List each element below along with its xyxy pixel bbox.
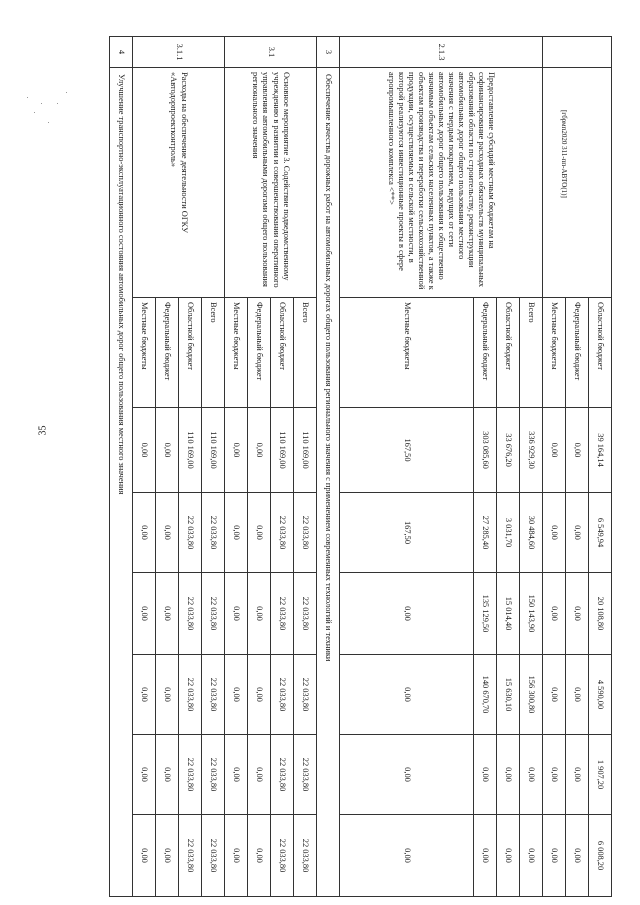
value-cell: 110 169,00 <box>294 408 317 493</box>
value-cell: 22 033,80 <box>294 655 317 735</box>
value-cell: 0,00 <box>340 735 474 815</box>
value-cell: 0,00 <box>566 655 589 735</box>
value-cell: 135 129,50 <box>474 573 497 655</box>
value-cell: 22 033,80 <box>202 573 225 655</box>
value-cell: 22 033,80 <box>271 815 294 897</box>
value-cell: 150 143,90 <box>520 573 543 655</box>
value-cell: 0,00 <box>225 493 248 573</box>
value-cell: 0,00 <box>474 735 497 815</box>
source-cell: Местные бюджеты <box>133 298 156 408</box>
value-cell: 22 033,80 <box>271 655 294 735</box>
source-cell: Федеральный бюджет <box>248 298 271 408</box>
value-cell: 0,00 <box>248 573 271 655</box>
value-cell: 0,00 <box>225 735 248 815</box>
value-cell: 27 285,40 <box>474 493 497 573</box>
value-cell: 15 630,10 <box>497 655 520 735</box>
page-number: 35 <box>37 425 49 436</box>
source-cell: Местные бюджеты <box>543 298 566 408</box>
value-cell: 0,00 <box>133 735 156 815</box>
source-cell: Областной бюджет <box>589 298 612 408</box>
source-cell: Всего <box>202 298 225 408</box>
value-cell: 0,00 <box>225 408 248 493</box>
value-cell: 0,00 <box>566 493 589 573</box>
table-row <box>202 37 225 897</box>
value-cell: 0,00 <box>248 408 271 493</box>
value-cell: 0,00 <box>340 573 474 655</box>
value-cell: 22 033,80 <box>202 655 225 735</box>
section-title: Улучшение транспортно-эксплуатационного состояния автомобильных дорог общего пользования местного значения <box>110 68 133 897</box>
value-cell: 0,00 <box>566 573 589 655</box>
budget-table <box>109 36 612 897</box>
value-cell: 22 033,80 <box>294 573 317 655</box>
value-cell: 30 484,60 <box>520 493 543 573</box>
value-cell: 15 014,40 <box>497 573 520 655</box>
value-cell: 0,00 <box>225 655 248 735</box>
value-cell: 0,00 <box>543 815 566 897</box>
value-cell: 1 907,20 <box>589 735 612 815</box>
value-cell: 22 033,80 <box>271 573 294 655</box>
value-cell: 0,00 <box>248 655 271 735</box>
row-code: 3.1.1 <box>133 37 225 68</box>
value-cell: 0,00 <box>248 493 271 573</box>
value-cell: 0,00 <box>133 573 156 655</box>
value-cell: 0,00 <box>474 815 497 897</box>
row-name: Предоставление субсидий местным бюджетам на софинансирование расходных обязательств муниципальных образований области по строительству, реконструкции автомобильных дорог общего пользования местного значения с твердым покрытием, ведущих от сети автомобильных дорог общего пользования к общественно значимым объектам сельских населенных пунктов, а также к объектам производства и переработки сельскохозяйственной продукции, осуществляемых в сельской местности, в которой реализуются инвестиционные проекты в сфере агропромышленного комплекса <**> <box>340 68 543 298</box>
value-cell: 6 008,20 <box>589 815 612 897</box>
value-cell: 0,00 <box>340 655 474 735</box>
value-cell: 4 590,00 <box>589 655 612 735</box>
source-cell: Областной бюджет <box>497 298 520 408</box>
value-cell: 0,00 <box>340 815 474 897</box>
value-cell: 3 031,70 <box>497 493 520 573</box>
value-cell: 22 033,80 <box>294 493 317 573</box>
source-cell: Областной бюджет <box>179 298 202 408</box>
row-name: Расходы на обеспечение деятельности ОГКУ «Автодорпроектконтроль» <box>133 68 225 298</box>
row-name: Основное мероприятие 3. Содействие подведомственному учреждению в развитии и совершенствовании оперативного управления автомобильными дорогами общего пользования регионального значения <box>225 68 317 298</box>
value-cell: 39 164,14 <box>589 408 612 493</box>
value-cell: 0,00 <box>520 815 543 897</box>
source-cell: Всего <box>294 298 317 408</box>
row-code: 2.1.3 <box>340 37 543 68</box>
value-cell: 0,00 <box>248 735 271 815</box>
value-cell: 22 033,80 <box>202 493 225 573</box>
value-cell: 0,00 <box>156 655 179 735</box>
value-cell: 156 300,80 <box>520 655 543 735</box>
value-cell: 167,50 <box>340 493 474 573</box>
source-cell: Федеральный бюджет <box>156 298 179 408</box>
value-cell: 22 033,80 <box>179 573 202 655</box>
value-cell: 22 033,80 <box>179 815 202 897</box>
value-cell: 110 169,00 <box>179 408 202 493</box>
table-row <box>589 37 612 897</box>
source-cell: Федеральный бюджет <box>474 298 497 408</box>
section-code: 3 <box>317 37 340 68</box>
value-cell: 0,00 <box>543 573 566 655</box>
value-cell: 0,00 <box>566 815 589 897</box>
value-cell: 0,00 <box>156 735 179 815</box>
value-cell: 0,00 <box>156 573 179 655</box>
section-row <box>317 37 340 897</box>
rotated-table-sheet <box>87 36 612 896</box>
row-name <box>543 68 612 298</box>
value-cell: 0,00 <box>566 408 589 493</box>
value-cell: 0,00 <box>543 493 566 573</box>
table-row <box>520 37 543 897</box>
value-cell: 0,00 <box>133 815 156 897</box>
value-cell: 22 033,80 <box>294 735 317 815</box>
value-cell: 33 676,20 <box>497 408 520 493</box>
value-cell: 22 033,80 <box>179 493 202 573</box>
table-row <box>294 37 317 897</box>
value-cell: 22 033,80 <box>271 493 294 573</box>
value-cell: 22 033,80 <box>202 815 225 897</box>
value-cell: 6 549,94 <box>589 493 612 573</box>
source-cell: Федеральный бюджет <box>566 298 589 408</box>
row-code <box>543 37 612 68</box>
section-code: 4 <box>110 37 133 68</box>
value-cell: 22 033,80 <box>179 655 202 735</box>
value-cell: 0,00 <box>225 573 248 655</box>
value-cell: 0,00 <box>566 735 589 815</box>
value-cell: 0,00 <box>156 493 179 573</box>
value-cell: 0,00 <box>543 408 566 493</box>
source-cell: Местные бюджеты <box>225 298 248 408</box>
value-cell: 0,00 <box>133 408 156 493</box>
source-cell: Всего <box>520 298 543 408</box>
row-code: 3.1 <box>225 37 317 68</box>
value-cell: 0,00 <box>156 408 179 493</box>
value-cell: 22 033,80 <box>179 735 202 815</box>
value-cell: 0,00 <box>248 815 271 897</box>
section-title: Обеспечение качества дорожных работ на автомобильных дорогах общего пользования регионального значения с применением современных технологий и техники <box>317 68 340 897</box>
value-cell: 0,00 <box>156 815 179 897</box>
value-cell: 110 169,00 <box>271 408 294 493</box>
value-cell: 0,00 <box>133 655 156 735</box>
value-cell: 336 929,30 <box>520 408 543 493</box>
value-cell: 22 033,80 <box>294 815 317 897</box>
value-cell: 0,00 <box>497 815 520 897</box>
value-cell: 0,00 <box>497 735 520 815</box>
value-cell: 167,50 <box>340 408 474 493</box>
source-cell: Местные бюджеты <box>340 298 474 408</box>
value-cell: 0,00 <box>520 735 543 815</box>
value-cell: 110 169,00 <box>202 408 225 493</box>
value-cell: 0,00 <box>543 655 566 735</box>
value-cell: 22 033,80 <box>202 735 225 815</box>
footer-code: [гбрмп2020 311-пп-АВТО(1)] <box>560 110 568 198</box>
value-cell: 20 108,80 <box>589 573 612 655</box>
value-cell: 0,00 <box>133 493 156 573</box>
section-row <box>110 37 133 897</box>
value-cell: 22 033,80 <box>271 735 294 815</box>
value-cell: 0,00 <box>225 815 248 897</box>
value-cell: 0,00 <box>543 735 566 815</box>
value-cell: 140 670,70 <box>474 655 497 735</box>
source-cell: Областной бюджет <box>271 298 294 408</box>
value-cell: 303 085,60 <box>474 408 497 493</box>
